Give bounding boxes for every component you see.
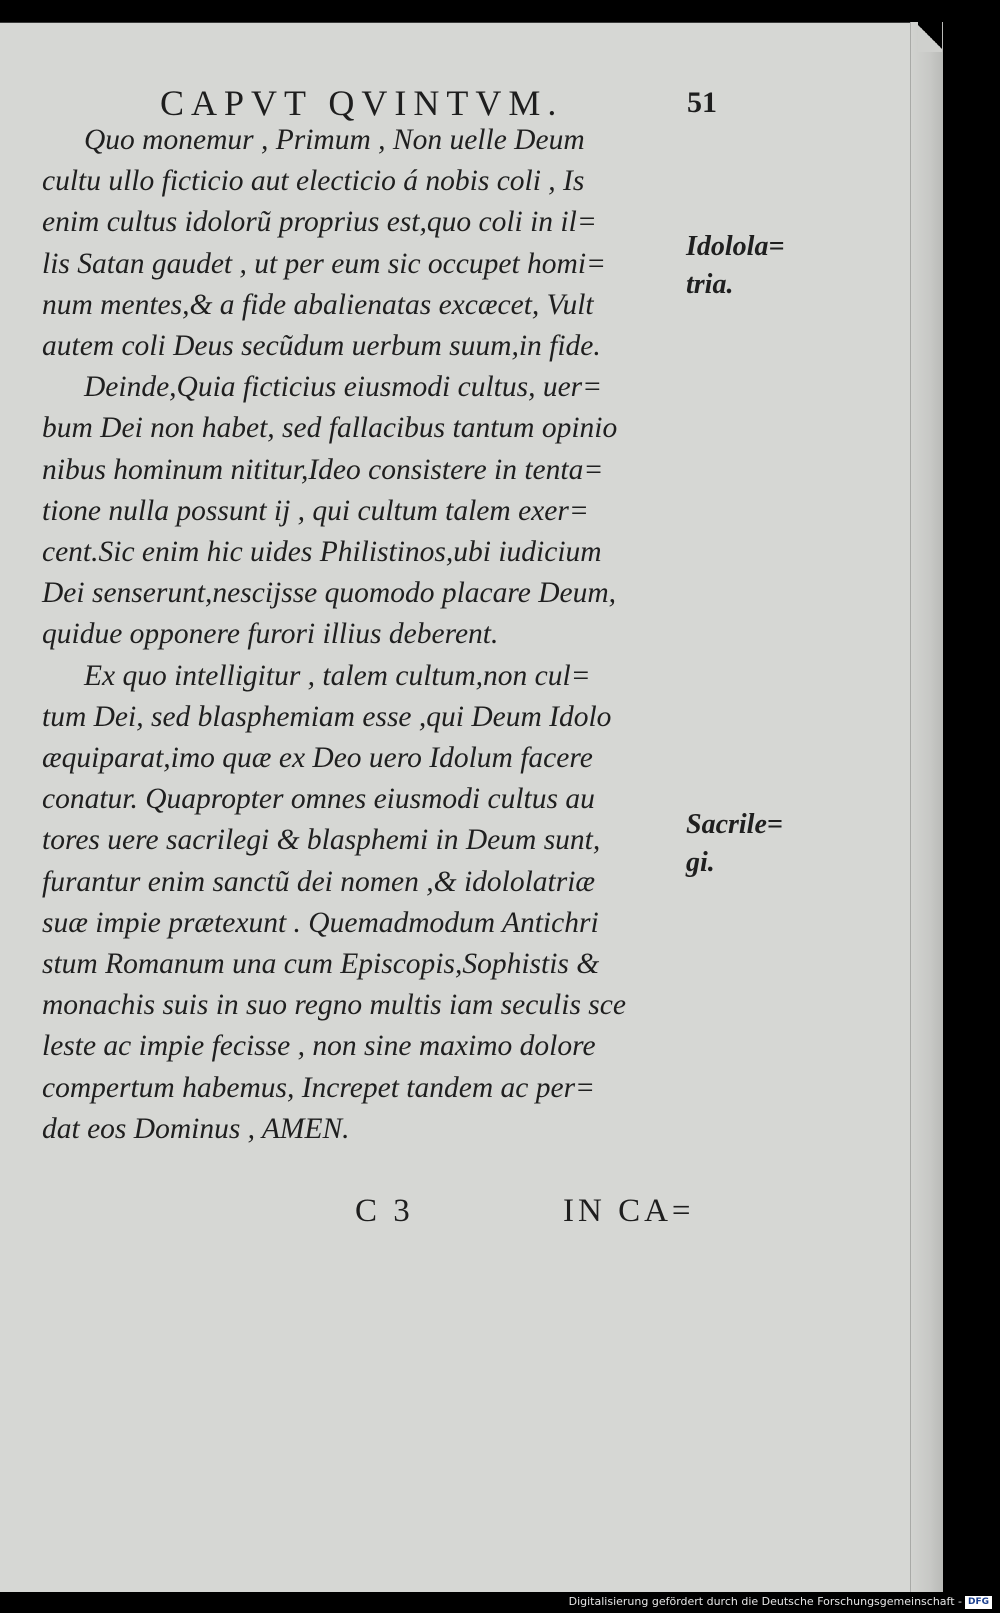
text-line: cultu ullo ficticio aut electicio á nobis coli , Is: [42, 165, 585, 198]
text-line: Quo monemur , Primum , Non uelle Deum: [84, 124, 585, 156]
text-line: furantur enim sanctũ dei nomen ,& idololatriæ: [42, 865, 596, 898]
text-line: num mentes,& a fide abalienatas excæcet, Vult: [42, 288, 594, 321]
text-line: monachis suis in suo regno multis iam seculis sce: [42, 989, 626, 1022]
text-line: enim cultus idolorũ proprius est,quo coli in il=: [42, 206, 597, 239]
text-line: dat eos Dominus , AMEN.: [42, 1112, 350, 1145]
text-line: nibus hominum nititur,Ideo consistere in tenta=: [42, 453, 604, 486]
dfg-logo: DFG: [965, 1596, 992, 1609]
text-line: Ex quo intelligitur , talem cultum,non cul=: [84, 659, 591, 692]
text-line: Deinde,Quia ficticius eiusmodi cultus, uer=: [84, 371, 603, 404]
text-line: stum Romanum una cum Episcopis,Sophistis &: [42, 948, 600, 981]
text-line: quidue opponere furori illius deberent.: [42, 618, 499, 651]
margin-note-line: gi.: [686, 847, 715, 878]
folio-number: 51: [687, 86, 717, 119]
text-line: æquiparat,imo quæ ex Deo uero Idolum facere: [42, 742, 593, 775]
text-line: bum Dei non habet, sed fallacibus tantum opinio: [42, 412, 618, 445]
text-line: leste ac impie fecisse , non sine maximo dolore: [42, 1030, 596, 1063]
margin-note-line: tria.: [686, 269, 734, 300]
text-line: tores uere sacrilegi & blasphemi in Deum sunt,: [42, 824, 601, 857]
margin-note-line: Idolola=: [686, 231, 785, 262]
text-line: compertum habemus, Increpet tandem ac per=: [42, 1071, 595, 1104]
text-line: suæ impie prætexunt . Quemadmodum Antichri: [42, 906, 599, 939]
folded-corner: [918, 22, 942, 52]
margin-note-line: Sacrile=: [686, 809, 783, 840]
text-line: lis Satan gaudet , ut per eum sic occupet homi=: [42, 247, 606, 280]
catchword: IN CA=: [563, 1193, 695, 1229]
margin-note-idololatria: [686, 228, 784, 304]
signature-mark: C 3: [355, 1193, 414, 1229]
text-line: tum Dei, sed blasphemiam esse ,qui Deum Idolo: [42, 700, 612, 733]
text-line: cent.Sic enim hic uides Philistinos,ubi iudicium: [42, 536, 602, 569]
text-line: autem coli Deus secũdum uerbum suum,in fide.: [42, 330, 601, 363]
running-head: CAPVT QVINTVM.: [160, 83, 564, 123]
text-line: conatur. Quapropter omnes eiusmodi cultus au: [42, 783, 595, 816]
page-edge: [910, 22, 943, 1592]
margin-note-sacrilegi: [686, 806, 783, 882]
funding-credit: Digitalisierung gefördert durch die Deutsche Forschungsgemeinschaft -: [568, 1595, 962, 1608]
text-line: tione nulla possunt ij , qui cultum talem exer=: [42, 494, 589, 527]
text-line: Dei senserunt,nescijsse quomodo placare Deum,: [42, 577, 617, 610]
body-text: [42, 120, 682, 1150]
